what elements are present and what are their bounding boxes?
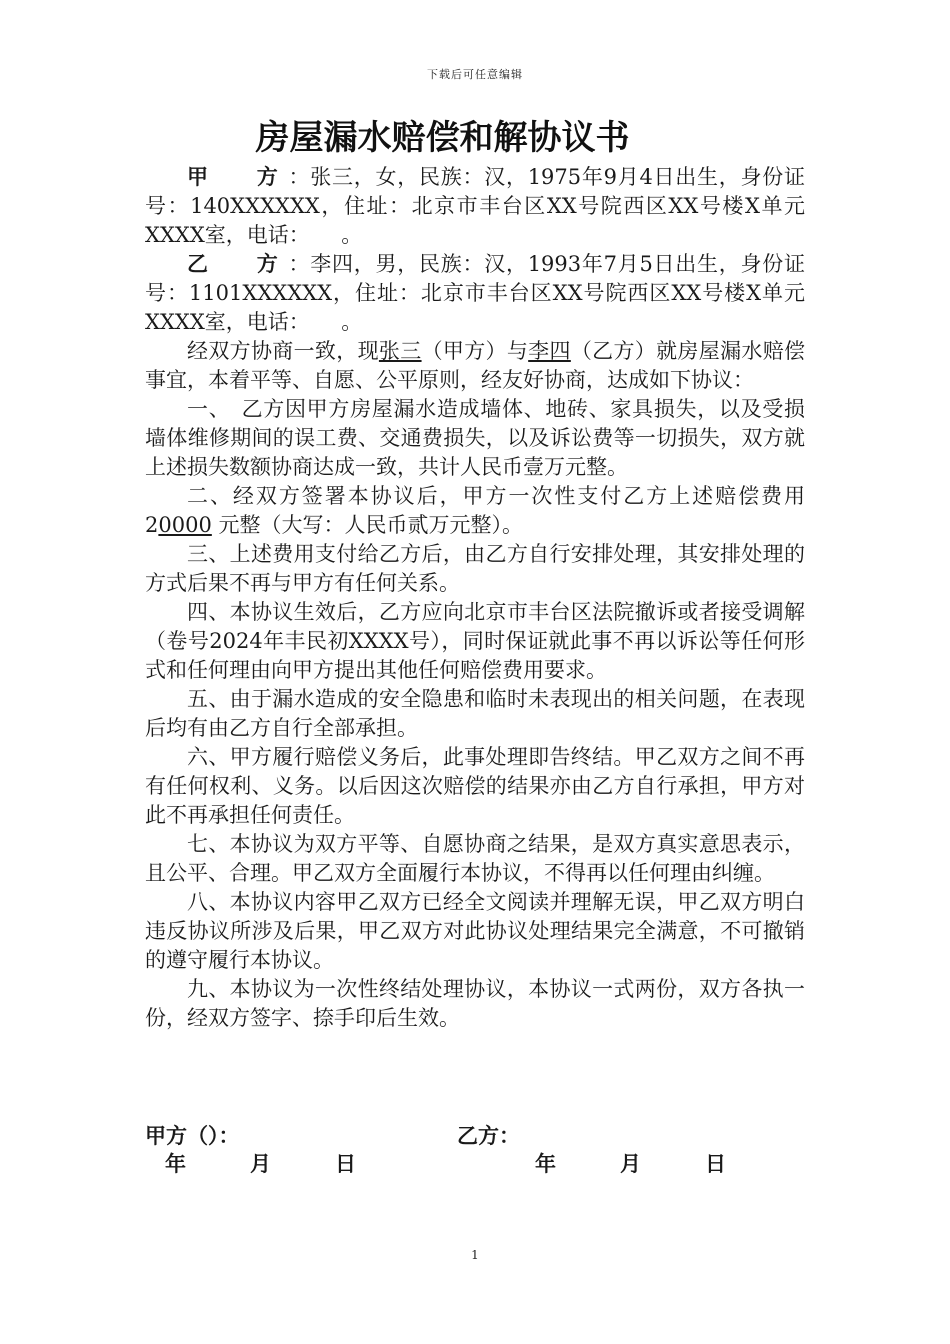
clause-2-text: 二、经双方签署本协议后，甲方一次性支付乙方上述赔偿费用2 bbox=[145, 484, 805, 537]
agreement-body bbox=[145, 163, 805, 1033]
party-b-day: 日 bbox=[705, 1152, 726, 1176]
intro-text-2: （甲方）与 bbox=[421, 339, 529, 363]
party-a-day: 日 bbox=[335, 1152, 356, 1176]
party-b-paragraph bbox=[145, 250, 805, 337]
signature-date-row bbox=[0, 1148, 950, 1178]
intro-text-3: （乙方）就房屋漏水赔偿事宜，本着平等、自愿、公平原则，经友好协商，达成如下协议： bbox=[145, 339, 806, 392]
intro-text-1: 经双方协商一致，现 bbox=[187, 339, 379, 363]
party-a-signature-label: 甲方（）： bbox=[145, 1124, 240, 1148]
clause-7: 七、本协议为双方平等、自愿协商之结果，是双方真实意思表示，且公平、合理。甲乙双方全面履行本协议，不得再以任何理由纠缠。 bbox=[145, 832, 805, 885]
clause-8: 八、本协议内容甲乙双方已经全文阅读并理解无误，甲乙双方明白违反协议所涉及后果，甲乙双方对此协议处理结果完全满意，不可撤销的遵守履行本协议。 bbox=[145, 890, 805, 972]
party-b-details: ：李四，男，民族：汉，1993年7月5日出生，身份证号：1101XXXXXX，住址：北京市丰台区XX号院西区XX号楼X单元XXXX室，电话： 。 bbox=[145, 252, 806, 334]
party-a-details: ：张三，女，民族：汉，1975年9月4日出生，身份证号：140XXXXXX，住址：北京市丰台区XX号院西区XX号楼X单元XXXX室，电话： 。 bbox=[145, 165, 806, 247]
clause-1: 一、 乙方因甲方房屋漏水造成墙体、地砖、家具损失，以及受损墙体维修期间的误工费、交通费损失，以及诉讼费等一切损失，双方就上述损失数额协商达成一致，共计人民币壹万元整。 bbox=[145, 397, 805, 479]
clause-4: 四、本协议生效后，乙方应向北京市丰台区法院撤诉或者接受调解（卷号2024年丰民初XXXX号），同时保证就此事不再以诉讼等任何形式和任何理由向甲方提出其他任何赔偿费用要求。 bbox=[145, 600, 805, 682]
party-a-year: 年 bbox=[165, 1152, 186, 1176]
intro-paragraph bbox=[145, 337, 805, 395]
party-a-month: 月 bbox=[250, 1152, 271, 1176]
document-title: 房屋漏水赔偿和解协议书 bbox=[255, 118, 630, 158]
page-number: 1 bbox=[471, 1248, 479, 1262]
clause-6: 六、甲方履行赔偿义务后，此事处理即告终结。甲乙双方之间不再有任何权利、义务。以后因这次赔偿的结果亦由乙方自行承担，甲方对此不再承担任何责任。 bbox=[145, 745, 805, 827]
party-b-year: 年 bbox=[535, 1152, 556, 1176]
party-b-month: 月 bbox=[620, 1152, 641, 1176]
party-b-label: 乙 方 bbox=[187, 252, 299, 276]
clause-3: 三、上述费用支付给乙方后，由乙方自行安排处理，其安排处理的方式后果不再与甲方有任何关系。 bbox=[145, 542, 805, 595]
party-a-label: 甲 方 bbox=[187, 165, 299, 189]
header-note: 下载后可任意编辑 bbox=[427, 68, 523, 81]
clause-2-suffix: 元整（大写：人民币贰万元整）。 bbox=[211, 513, 524, 537]
party-b-name: 李四 bbox=[528, 339, 571, 363]
clause-9: 九、本协议为一次性终结处理协议，本协议一式两份，双方各执一份，经双方签字、捺手印后生效。 bbox=[145, 977, 805, 1030]
party-a-paragraph bbox=[145, 163, 805, 250]
clause-2 bbox=[145, 482, 805, 540]
party-a-name: 张三 bbox=[378, 339, 422, 363]
compensation-amount: 0000 bbox=[158, 513, 212, 537]
party-b-signature-label: 乙方： bbox=[457, 1124, 520, 1148]
clause-5: 五、由于漏水造成的安全隐患和临时未表现出的相关问题，在表现后均有由乙方自行全部承担。 bbox=[145, 687, 805, 740]
